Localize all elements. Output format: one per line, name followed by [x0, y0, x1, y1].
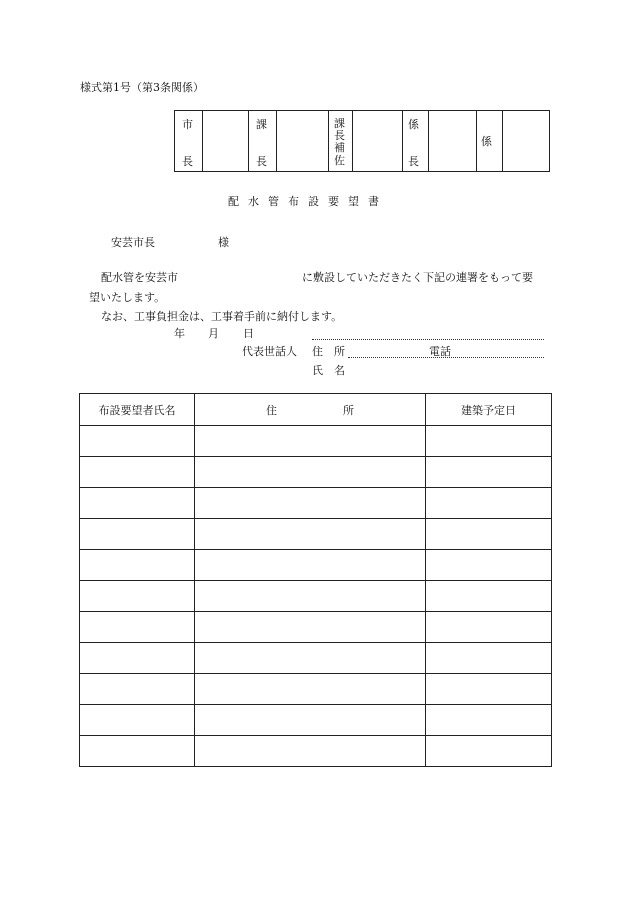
approval-label-assistant-3: 補 [334, 141, 345, 154]
address-cell[interactable] [195, 488, 426, 519]
applicant-name-cell[interactable] [80, 581, 195, 612]
construction-date-cell[interactable] [426, 736, 552, 767]
table-row [80, 550, 552, 581]
representative-phone-label: 電話 [429, 345, 451, 358]
approval-label-staff: 係 [481, 135, 492, 148]
approval-stamp-box [174, 110, 550, 172]
approval-label-chief-top: 係 [408, 118, 419, 131]
applicant-name-cell[interactable] [80, 705, 195, 736]
applicant-name-cell[interactable] [80, 488, 195, 519]
applicant-name-cell[interactable] [80, 550, 195, 581]
table-header-row [80, 394, 552, 426]
table-row [80, 674, 552, 705]
construction-date-cell[interactable] [426, 643, 552, 674]
table-row [80, 488, 552, 519]
applicant-name-cell[interactable] [80, 643, 195, 674]
construction-date-cell[interactable] [426, 488, 552, 519]
form-number: 様式第1号（第3条関係） [80, 81, 204, 94]
body-line2: 望いたします。 [89, 291, 166, 304]
applicant-list-table [79, 393, 552, 767]
construction-date-cell[interactable] [426, 519, 552, 550]
applicant-name-cell[interactable] [80, 736, 195, 767]
representative-label: 代表世話人 [242, 345, 297, 358]
construction-date-cell[interactable] [426, 612, 552, 643]
addressee-name: 安芸市長 [111, 236, 155, 249]
approval-label-chief-bottom: 長 [408, 155, 419, 168]
construction-date-cell[interactable] [426, 426, 552, 457]
table-row [80, 457, 552, 488]
address-cell[interactable] [195, 519, 426, 550]
approval-label-assistant-4: 佐 [334, 154, 345, 167]
address-cell[interactable] [195, 581, 426, 612]
approval-label-section-chief-bottom: 長 [256, 155, 267, 168]
address-cell[interactable] [195, 705, 426, 736]
table-row [80, 612, 552, 643]
document-title: 配水管布設要望書 [228, 195, 388, 208]
representative-address-label: 住 所 [312, 345, 345, 358]
date-day: 日 [243, 327, 254, 340]
applicant-name-cell[interactable] [80, 457, 195, 488]
header-address: 住 所 [195, 394, 426, 426]
addressee-honorific: 様 [218, 236, 229, 249]
approval-label-section-chief-top: 課 [256, 118, 267, 131]
address-cell[interactable] [195, 736, 426, 767]
header-applicant-name: 布設要望者氏名 [80, 394, 195, 426]
table-row [80, 426, 552, 457]
construction-date-cell[interactable] [426, 457, 552, 488]
date-signature-line [312, 339, 544, 340]
table-row [80, 736, 552, 767]
approval-label-mayor-top: 市 [182, 118, 193, 131]
table-row [80, 643, 552, 674]
applicant-name-cell[interactable] [80, 612, 195, 643]
applicant-name-cell[interactable] [80, 519, 195, 550]
body-line3: なお、工事負担金は、工事着手前に納付します。 [101, 310, 343, 323]
address-cell[interactable] [195, 612, 426, 643]
header-construction-date: 建築予定日 [426, 394, 552, 426]
body-line1-end: に敷設していただきたく下記の連署をもって要 [302, 271, 533, 284]
approval-label-assistant-1: 課 [334, 117, 345, 130]
table-row [80, 705, 552, 736]
address-cell[interactable] [195, 550, 426, 581]
address-cell[interactable] [195, 426, 426, 457]
table-row [80, 519, 552, 550]
date-year: 年 [174, 327, 185, 340]
construction-date-cell[interactable] [426, 705, 552, 736]
body-line1-start: 配水管を安芸市 [101, 271, 178, 284]
applicant-name-cell[interactable] [80, 426, 195, 457]
address-cell[interactable] [195, 674, 426, 705]
approval-label-assistant-2: 長 [334, 129, 345, 142]
applicant-name-cell[interactable] [80, 674, 195, 705]
approval-label-mayor-bottom: 長 [182, 155, 193, 168]
construction-date-cell[interactable] [426, 581, 552, 612]
table-row [80, 581, 552, 612]
address-cell[interactable] [195, 457, 426, 488]
address-cell[interactable] [195, 643, 426, 674]
construction-date-cell[interactable] [426, 674, 552, 705]
representative-name-label: 氏 名 [312, 364, 345, 377]
construction-date-cell[interactable] [426, 550, 552, 581]
date-month: 月 [208, 327, 219, 340]
